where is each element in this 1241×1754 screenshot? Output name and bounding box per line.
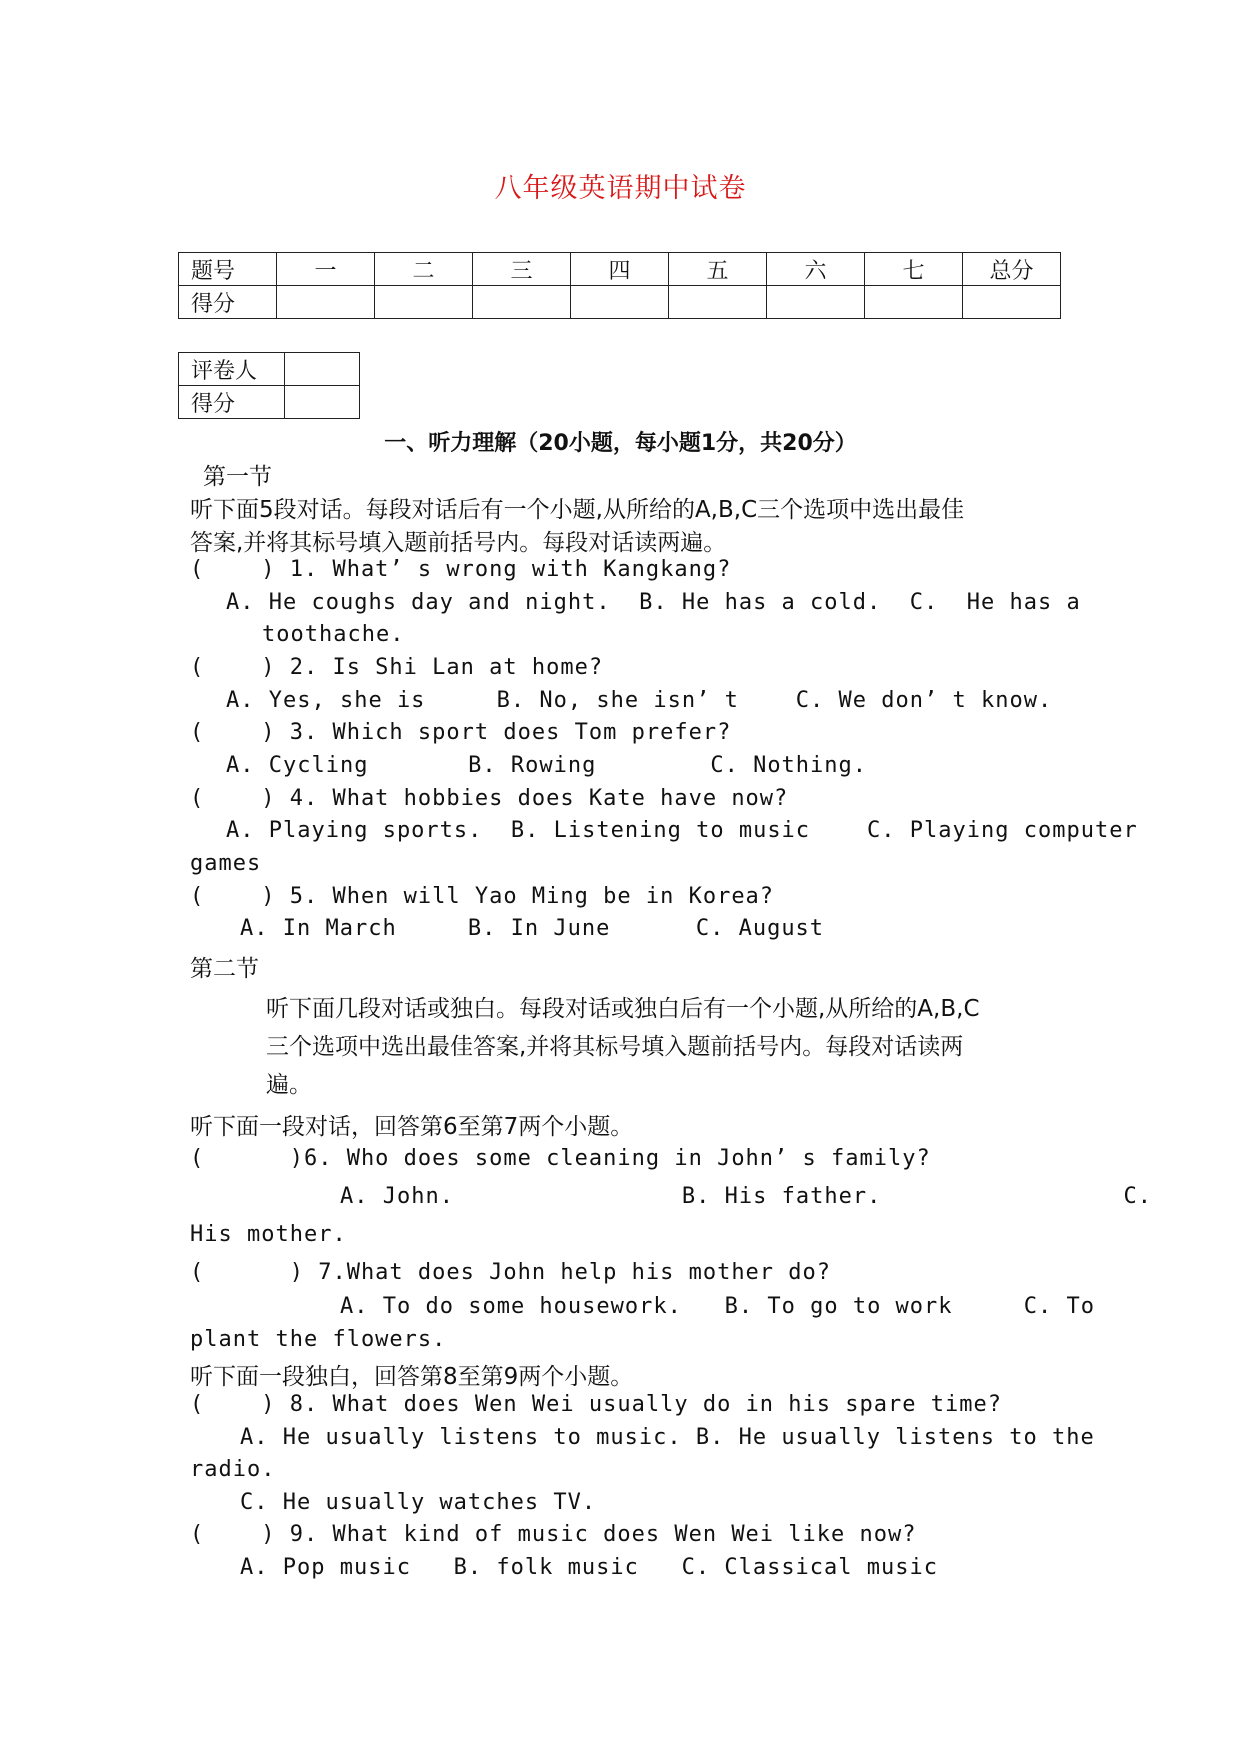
score-table-cell: 五 [669, 253, 767, 286]
question-4-options: A. Playing sports. B. Listening to music C. Playing computer [226, 818, 1138, 843]
question-9: ( ) 9. What kind of music does Wen Wei like now? [190, 1522, 917, 1547]
score-row-label: 得分 [179, 286, 277, 319]
page-title: 八年级英语期中试卷 [494, 173, 747, 204]
question-3: ( ) 3. Which sport does Tom prefer? [190, 720, 732, 745]
question-6-options: A. John. B. His father. C. [340, 1184, 1152, 1209]
part2-instruction: 遍。 [266, 1072, 312, 1098]
score-table-cell: 四 [571, 253, 669, 286]
score-table-cell: 三 [473, 253, 571, 286]
question-1-options: toothache. [262, 622, 405, 647]
score-blank-cell [571, 286, 669, 319]
question-4-options: games [190, 851, 262, 876]
score-blank-cell [277, 286, 375, 319]
question-1-options: A. He coughs day and night. B. He has a cold. C. He has a [226, 590, 1081, 615]
question-7-options: A. To do some housework. B. To go to work C. To [340, 1294, 1095, 1319]
score-blank-cell [865, 286, 963, 319]
grader-score-label: 得分 [179, 386, 285, 419]
reviewer-label: 评卷人 [179, 353, 285, 386]
score-table-score-row [179, 286, 1061, 319]
part2-instruction: 三个选项中选出最佳答案,并将其标号填入题前括号内。每段对话读两 [266, 1034, 964, 1060]
question-2-options: A. Yes, she is B. No, she isn’ t C. We don’ t know. [226, 688, 1053, 713]
part1-instruction: 听下面5段对话。每段对话后有一个小题,从所给的A,B,C三个选项中选出最佳 [190, 497, 965, 523]
part1-instruction: 答案,并将其标号填入题前括号内。每段对话读两遍。 [190, 530, 727, 556]
grader-table [178, 352, 360, 419]
question-4: ( ) 4. What hobbies does Kate have now? [190, 786, 789, 811]
monologue-8-9-instruction: 听下面一段独白，回答第8至第9两个小题。 [190, 1364, 634, 1390]
dialog-6-7-instruction: 听下面一段对话，回答第6至第7两个小题。 [190, 1114, 634, 1140]
score-table-cell: 二 [375, 253, 473, 286]
reviewer-blank-cell [285, 353, 360, 386]
question-3-options: A. Cycling B. Rowing C. Nothing. [226, 753, 868, 778]
score-table-cell: 六 [767, 253, 865, 286]
question-7-options: plant the flowers. [190, 1327, 447, 1352]
score-table-cell: 题号 [179, 253, 277, 286]
question-8-options: A. He usually listens to music. B. He usually listens to the [240, 1425, 1095, 1450]
question-7: ( ) 7.What does John help his mother do? [190, 1260, 832, 1285]
question-8-options: radio. [190, 1457, 276, 1482]
score-table [178, 252, 1061, 319]
score-blank-cell [767, 286, 865, 319]
question-6: ( )6. Who does some cleaning in John’ s family? [190, 1146, 931, 1171]
score-table-cell: 七 [865, 253, 963, 286]
part2-instruction: 听下面几段对话或独白。每段对话或独白后有一个小题,从所给的A,B,C [266, 996, 980, 1022]
score-table-header-row [179, 253, 1061, 286]
score-blank-cell [473, 286, 571, 319]
score-blank-cell [963, 286, 1061, 319]
score-blank-cell [669, 286, 767, 319]
part2-title: 第二节 [190, 956, 259, 982]
score-table-cell: 总分 [963, 253, 1061, 286]
question-5: ( ) 5. When will Yao Ming be in Korea? [190, 884, 775, 909]
grader-score-blank-cell [285, 386, 360, 419]
score-table-cell: 一 [277, 253, 375, 286]
part1-title: 第一节 [203, 464, 272, 490]
question-8-options: C. He usually watches TV. [240, 1490, 597, 1515]
question-9-options: A. Pop music B. folk music C. Classical music [240, 1555, 939, 1580]
score-blank-cell [375, 286, 473, 319]
question-2: ( ) 2. Is Shi Lan at home? [190, 655, 604, 680]
section-heading: 一、听力理解（20小题，每小题1分，共20分） [384, 431, 857, 456]
question-8: ( ) 8. What does Wen Wei usually do in his spare time? [190, 1392, 1002, 1417]
question-1: ( ) 1. What’ s wrong with Kangkang? [190, 557, 732, 582]
question-5-options: A. In March B. In June C. August [240, 916, 825, 941]
question-6-options: His mother. [190, 1222, 347, 1247]
